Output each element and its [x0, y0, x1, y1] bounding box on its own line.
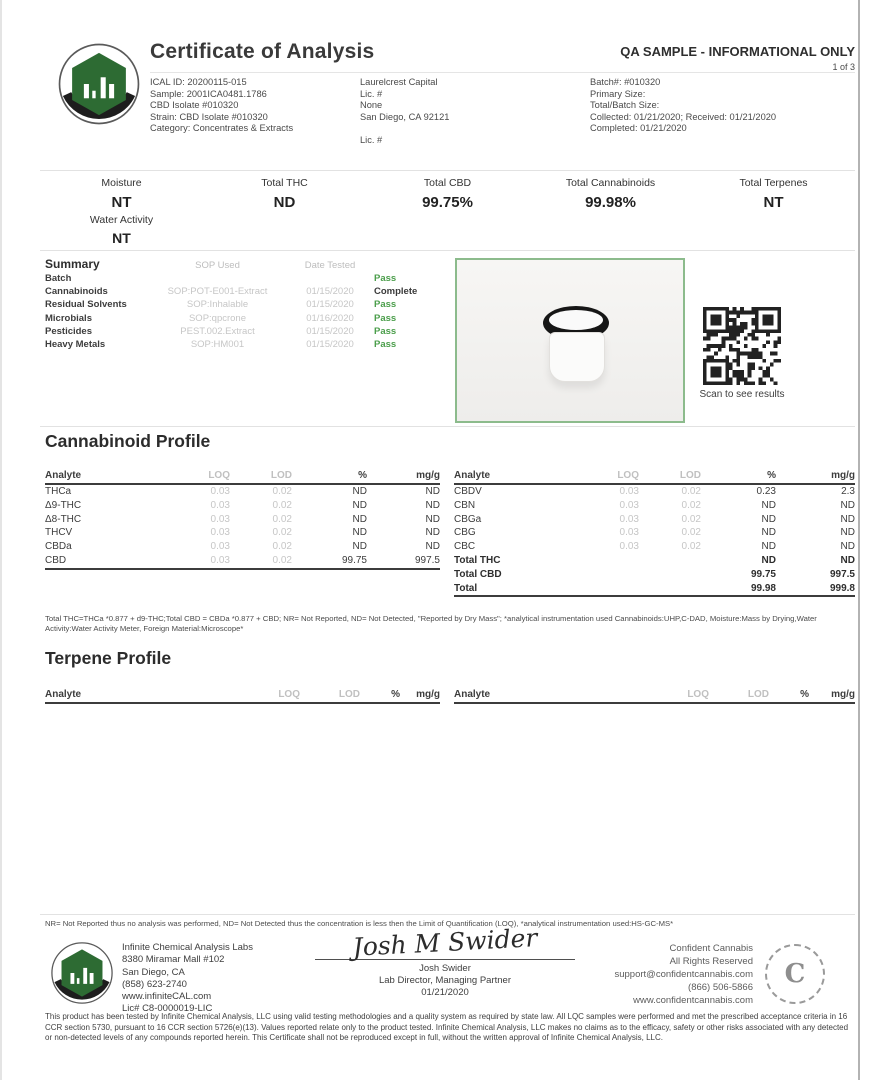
analyte-name: THCa: [45, 486, 72, 497]
divider: [40, 426, 855, 427]
sample-info: [150, 77, 355, 135]
status-badge: Pass: [374, 299, 397, 311]
lod-value: 0.02: [681, 527, 701, 539]
client-info: [360, 77, 585, 147]
mgg-value: 2.3: [841, 486, 855, 497]
divider: [150, 72, 855, 73]
analyte-column-header: Analyte: [45, 689, 82, 700]
qr-caption: Scan to see results: [699, 389, 785, 400]
qa-sample-label: QA SAMPLE - INFORMATIONAL ONLY: [620, 44, 855, 59]
lab-contact-line: 8380 Miramar Mall #102: [122, 954, 225, 966]
analyte-name: Total: [454, 582, 478, 594]
confident-cannabis-line: Confident Cannabis: [669, 943, 753, 954]
status-badge: Pass: [374, 312, 397, 324]
metric-value: 99.98%: [585, 194, 636, 211]
table-row: [45, 554, 440, 568]
analyte-name: Δ9-THC: [45, 499, 82, 511]
date-tested-column-header: Date Tested: [304, 260, 356, 271]
lod-value: 0.02: [681, 541, 701, 553]
confident-cannabis-logo-icon: C: [765, 944, 825, 1004]
loq-value: [559, 582, 639, 596]
loq-value: 0.03: [619, 499, 639, 511]
mgg-column-header: mg/g: [416, 689, 440, 700]
metric-label: Moisture: [101, 177, 142, 189]
test-name: Batch: [45, 273, 72, 284]
summary-table: [45, 257, 445, 351]
confident-cannabis-line: (866) 506-5866: [688, 982, 753, 993]
percent-value: ND: [352, 486, 367, 497]
sample-info-line: CBD Isolate #010320: [150, 100, 239, 111]
cannabinoid-table-left: [45, 469, 440, 597]
percent-value: ND: [761, 541, 776, 553]
lod-value: 0.02: [681, 499, 701, 511]
result-metric: [692, 177, 855, 246]
percent-value: ND: [761, 554, 776, 566]
status-badge: Pass: [374, 325, 397, 337]
infinite-chemical-labs-logo-icon: [50, 941, 114, 1005]
lod-value: 0.02: [272, 527, 292, 539]
mgg-value: ND: [840, 541, 855, 553]
percent-value: ND: [352, 499, 367, 511]
signature-date: 01/21/2020: [421, 987, 469, 998]
mgg-value: ND: [840, 499, 855, 511]
analyte-name: CBDa: [45, 541, 72, 553]
batch-info-line: Batch#: #010320: [590, 77, 661, 87]
percent-column-header: %: [358, 470, 367, 481]
infinite-chemical-labs-logo-icon: [57, 42, 141, 126]
sop-used: SOP:qpcrone: [188, 312, 247, 324]
analyte-name: CBD: [45, 554, 67, 566]
lod-value: 0.02: [272, 499, 292, 511]
mgg-value: ND: [425, 486, 440, 497]
batch-info-line: Primary Size:: [590, 88, 646, 99]
table-row: [454, 540, 855, 554]
result-metric: [203, 177, 366, 246]
loq-column-header: LOQ: [278, 689, 300, 700]
analyte-column-header: Analyte: [454, 689, 491, 700]
percent-column-header: %: [800, 689, 809, 700]
table-header-row: [45, 469, 440, 485]
signer-name: Josh Swider: [419, 963, 471, 974]
batch-info-line: Total/Batch Size:: [590, 100, 660, 111]
table-row: [454, 526, 855, 540]
status-badge: Pass: [374, 339, 397, 351]
lab-contact-line: San Diego, CA: [122, 966, 185, 978]
loq-column-header: LOQ: [617, 470, 639, 481]
lod-value: 0.02: [681, 486, 701, 497]
percent-column-header: %: [391, 689, 400, 700]
mgg-value: ND: [840, 527, 855, 539]
mgg-value: ND: [425, 527, 440, 539]
sop-used: SOP:Inhalable: [186, 299, 249, 311]
mgg-value: ND: [840, 513, 855, 525]
mgg-column-header: mg/g: [831, 470, 855, 481]
client-info-line: Lic. #: [360, 134, 383, 145]
page-right-edge: [858, 0, 860, 1080]
analyte-name: Δ8-THC: [45, 513, 82, 525]
table-row: [454, 499, 855, 513]
terpene-table-right: [454, 688, 855, 704]
table-header-row: [454, 688, 855, 704]
summary-row: [45, 285, 445, 298]
terpene-footnote: NR= Not Reported thus no analysis was performed, ND= Not Detected thus the concentration is less then the Limit of Quantification (LOQ), *analytical instrumentation used:HS-GC-MS*: [45, 919, 674, 928]
legal-disclaimer: This product has been tested by Infinite Chemical Analysis, LLC using valid testing methodologies and a quality system as required by state law. All LQC samples were performed and met the prescribed acceptance criteria in 16 CCR section 5730, pursuant to 16 CCR section 5726(e)(13). Values reported relate only to the product tested. Infinite Chemical Analysis, LLC makes no claims as to the efficacy, safety or other risks associated with any detected or non-detected levels of any compounds reported herein. This Certificate shall not be reproduced except in full, without the written approval of Infinite Chemical Analysis, LLC.: [45, 1012, 849, 1043]
analyte-name: Total THC: [454, 554, 501, 566]
sample-info-line: Category: Concentrates & Extracts: [150, 123, 294, 134]
loq-value: 0.03: [210, 513, 230, 525]
percent-value: ND: [352, 541, 367, 553]
table-row: [454, 554, 855, 568]
summary-row: [45, 272, 445, 285]
cannabinoid-table-right: [454, 469, 855, 597]
date-tested: 01/15/2020: [306, 339, 354, 351]
loq-value: 0.03: [210, 527, 230, 539]
metric-sublabel: Water Activity: [89, 214, 154, 226]
sop-used: SOP:HM001: [190, 339, 245, 351]
loq-value: 0.03: [210, 554, 230, 566]
lod-value: 0.02: [272, 554, 292, 566]
mgg-value: ND: [425, 541, 440, 553]
signature-block: [315, 923, 575, 999]
table-row: [45, 513, 440, 527]
lod-column-header: LOD: [747, 689, 769, 700]
metric-label: Total THC: [261, 177, 308, 189]
metric-label: Total Cannabinoids: [565, 177, 656, 189]
confident-cannabis-line: All Rights Reserved: [669, 956, 753, 967]
metric-value: NT: [111, 194, 132, 211]
mgg-column-header: mg/g: [416, 470, 440, 481]
confident-cannabis-line: support@confidentcannabis.com: [614, 969, 753, 980]
test-name: Pesticides: [45, 325, 92, 337]
status-badge: Pass: [374, 273, 397, 284]
qr-code: [703, 307, 781, 385]
lod-value: 0.02: [272, 541, 292, 553]
loq-value: [559, 554, 639, 568]
analyte-name: CBGa: [454, 513, 482, 525]
sop-used-column-header: SOP Used: [195, 260, 240, 271]
qa-sample-block: [620, 44, 855, 72]
results-summary: [40, 177, 855, 246]
summary-row: [45, 325, 445, 338]
lab-contact-line: (858) 623-2740: [122, 978, 187, 990]
terpene-profile-title: Terpene Profile: [45, 648, 172, 668]
lab-contact-line: Lic# C8-0000019-LIC: [122, 1003, 213, 1015]
table-row: [45, 526, 440, 540]
lod-value: [639, 582, 701, 596]
table-row: [45, 485, 440, 499]
date-tested: 01/16/2020: [306, 312, 354, 324]
page-title: Certificate of Analysis: [150, 40, 375, 63]
percent-value: ND: [352, 527, 367, 539]
result-metric: [529, 177, 692, 246]
client-info-line: None: [360, 100, 383, 111]
sop-used: SOP:POT-E001-Extract: [167, 286, 268, 298]
mgg-value: 997.5: [414, 554, 440, 566]
test-name: Microbials: [45, 312, 92, 324]
table-header-row: [454, 469, 855, 485]
metric-label: Total Terpenes: [739, 177, 808, 189]
result-metric: [40, 177, 203, 246]
test-name: Residual Solvents: [45, 299, 127, 311]
divider: [40, 170, 855, 171]
result-metric: [366, 177, 529, 246]
analyte-column-header: Analyte: [45, 470, 82, 481]
percent-value: ND: [761, 513, 776, 525]
percent-value: 0.23: [756, 486, 776, 497]
percent-value: ND: [761, 527, 776, 539]
mgg-column-header: mg/g: [831, 689, 855, 700]
lod-value: [639, 554, 701, 568]
summary-title: Summary: [45, 257, 100, 271]
lab-contact-info: [122, 942, 253, 1016]
status-badge: Complete: [374, 286, 418, 298]
analyte-name: CBC: [454, 541, 476, 553]
batch-info: [590, 77, 855, 135]
metric-value: NT: [763, 194, 784, 211]
metric-value: ND: [273, 194, 296, 211]
percent-value: 99.75: [341, 554, 367, 566]
lab-contact-line: Infinite Chemical Analysis Labs: [122, 942, 253, 953]
page-left-edge: [0, 0, 2, 1080]
mgg-value: ND: [425, 513, 440, 525]
lab-contact-line: www.infiniteCAL.com: [122, 991, 212, 1003]
divider: [40, 250, 855, 251]
loq-value: [559, 568, 639, 582]
test-name: Cannabinoids: [45, 286, 108, 298]
table-row: [45, 499, 440, 513]
table-row: [454, 485, 855, 499]
loq-value: 0.03: [619, 513, 639, 525]
table-rows: [454, 485, 855, 597]
table-row: [454, 568, 855, 582]
date-tested: 01/15/2020: [306, 299, 354, 311]
date-tested: 01/15/2020: [306, 286, 354, 298]
summary-row: [45, 298, 445, 311]
loq-value: 0.03: [210, 486, 230, 497]
terpene-table-left: [45, 688, 440, 704]
percent-value: 99.98: [750, 582, 776, 594]
mgg-value: ND: [425, 499, 440, 511]
jar-body: [549, 332, 605, 382]
terpene-tables: [45, 688, 855, 704]
loq-column-header: LOQ: [208, 470, 230, 481]
lod-value: 0.02: [272, 513, 292, 525]
table-row: [45, 540, 440, 554]
summary-table-header: [45, 257, 445, 271]
sample-info-line: Strain: CBD Isolate #010320: [150, 111, 268, 122]
cannabinoid-tables: [45, 469, 855, 597]
metric-label: Total CBD: [423, 177, 472, 189]
batch-info-line: Collected: 01/21/2020; Received: 01/21/2020: [590, 111, 777, 122]
lod-value: 0.02: [272, 486, 292, 497]
client-info-line: Laurelcrest Capital: [360, 77, 438, 87]
page-number: 1 of 3: [832, 62, 855, 72]
summary-row: [45, 312, 445, 325]
lod-value: [639, 568, 701, 582]
percent-value: 99.75: [750, 568, 776, 580]
analyte-name: CBN: [454, 499, 476, 511]
metric-subvalue: NT: [112, 230, 131, 246]
cannabinoid-profile-title: Cannabinoid Profile: [45, 431, 211, 451]
date-tested: 01/15/2020: [306, 325, 354, 337]
test-name: Heavy Metals: [45, 339, 106, 351]
confident-cannabis-line: www.confidentcannabis.com: [633, 995, 753, 1006]
summary-table-rows: [45, 272, 445, 351]
analyte-column-header: Analyte: [454, 470, 491, 481]
table-rows: [45, 485, 440, 570]
signature-handwriting: Josh M Swider: [351, 923, 539, 962]
signer-title: Lab Director, Managing Partner: [378, 975, 512, 986]
sop-used: PEST.002.Extract: [180, 325, 255, 337]
analyte-name: THCV: [45, 527, 73, 539]
summary-row: [45, 338, 445, 351]
loq-value: 0.03: [619, 486, 639, 497]
loq-value: 0.03: [210, 499, 230, 511]
analyte-name: Total CBD: [454, 568, 502, 580]
sample-photo: [455, 258, 685, 423]
lod-value: 0.02: [681, 513, 701, 525]
client-info-line: [360, 123, 585, 135]
percent-column-header: %: [767, 470, 776, 481]
lod-column-header: LOD: [270, 470, 292, 481]
lod-column-header: LOD: [338, 689, 360, 700]
batch-info-line: Completed: 01/21/2020: [590, 123, 687, 134]
client-info-line: Lic. #: [360, 88, 383, 99]
percent-value: ND: [761, 499, 776, 511]
loq-value: 0.03: [619, 527, 639, 539]
sample-info-line: ICAL ID: 20200115-015: [150, 77, 247, 87]
confident-cannabis-info: [614, 942, 753, 1007]
mgg-value: ND: [840, 554, 855, 566]
analyte-name: CBDV: [454, 486, 482, 497]
sample-info-line: Sample: 2001ICA0481.1786: [150, 88, 267, 99]
mgg-value: 997.5: [829, 568, 855, 580]
lod-column-header: LOD: [679, 470, 701, 481]
loq-column-header: LOQ: [687, 689, 709, 700]
table-header-row: [45, 688, 440, 704]
table-row: [454, 582, 855, 596]
metric-value: 99.75%: [422, 194, 473, 211]
loq-value: 0.03: [619, 541, 639, 553]
mgg-value: 999.8: [829, 582, 855, 594]
client-info-line: San Diego, CA 92121: [360, 111, 450, 122]
cannabinoid-footnote: Total THC=THCa *0.877 + d9-THC;Total CBD = CBDa *0.877 + CBD; NR= Not Reported, ND= Not Detected, "Reported by Dry Mass"; *analytical instrumentation used Cannabinoids:UHP,C-DAD, Moisture:Mass by Drying,Water Activity:Water Activity Meter, Foreign Material:Microscope*: [45, 614, 817, 633]
table-row: [454, 513, 855, 527]
divider: [40, 914, 855, 915]
analyte-name: CBG: [454, 527, 476, 539]
loq-value: 0.03: [210, 541, 230, 553]
percent-value: ND: [352, 513, 367, 525]
